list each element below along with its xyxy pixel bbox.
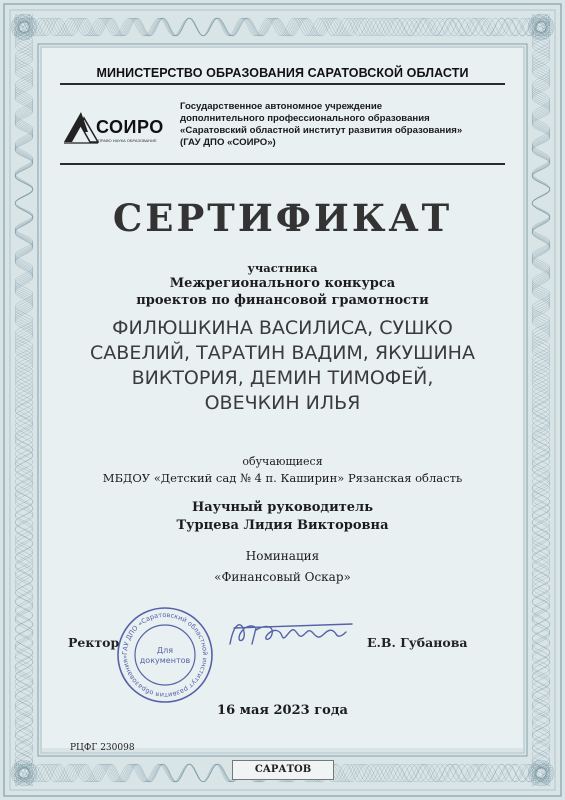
header-rule [60, 83, 505, 85]
guilloche-line [15, 14, 33, 786]
guilloche-line [14, 18, 550, 36]
city-label: САРАТОВ [232, 760, 334, 780]
stamp-ring-text: ГАУ ДПО «Саратовский областной институт развития образования» [120, 610, 210, 700]
students-label: обучающиеся [242, 455, 323, 468]
names-line: САВЕЛИЙ, ТАРАТИН ВАДИМ, ЯКУШИНА [90, 342, 475, 364]
school-name: МБДОУ «Детский сад № 4 п. Каширин» Рязанская область [102, 471, 463, 485]
org-line: «Саратовский областной институт развития образования» [180, 125, 463, 136]
guilloche-line [14, 18, 550, 36]
official-stamp [115, 605, 215, 705]
certificate-title: СЕРТИФИКАТ [112, 196, 453, 240]
rector-name: Е.В. Губанова [367, 635, 468, 650]
org-line: (ГАУ ДПО «СОИРО») [180, 137, 276, 148]
guilloche-line [532, 14, 550, 786]
ministry-header: МИНИСТЕРСТВО ОБРАЗОВАНИЯ САРАТОВСКОЙ ОБЛАСТИ [96, 66, 469, 80]
nomination-label: Номинация [245, 549, 320, 563]
guilloche-line [14, 18, 550, 36]
names-line: ФИЛЮШКИНА ВАСИЛИСА, СУШКО [112, 317, 453, 339]
rector-signature [222, 614, 362, 654]
soiro-logo-icon [62, 110, 100, 146]
recipient-role: участника [247, 261, 318, 275]
org-line: дополнительного профессионального образования [180, 113, 430, 124]
nomination-value: «Финансовый Оскар» [214, 570, 351, 584]
soiro-logo-text: СОИРО [96, 117, 164, 137]
guilloche-line [14, 18, 550, 36]
supervisor-name: Турцева Лидия Викторовна [176, 518, 389, 533]
contest-line-1: Межрегионального конкурса [169, 276, 396, 291]
rector-label: Ректор [68, 635, 120, 650]
supervisor-label: Научный руководитель [191, 500, 374, 515]
names-line: ОВЕЧКИН ИЛЬЯ [204, 392, 361, 414]
organization-block [180, 101, 510, 149]
certificate-code: РЦФГ 230098 [70, 743, 135, 753]
stamp-center-line-1: Для [156, 646, 174, 655]
stamp-center-line-2: документов [139, 656, 191, 665]
org-line: Государственное автономное учреждение [180, 101, 383, 112]
participant-names [60, 316, 505, 416]
soiro-logo-subtext: ПРАВО НАУКА ОБРАЗОВАНИЕ [98, 138, 157, 143]
org-rule [60, 163, 505, 165]
guilloche-line [14, 18, 550, 36]
issue-date: 16 мая 2023 года [217, 703, 348, 718]
names-line: ВИКТОРИЯ, ДЕМИН ТИМОФЕЙ, [131, 367, 434, 389]
contest-line-2: проектов по финансовой грамотности [136, 293, 429, 308]
guilloche-line [14, 18, 550, 36]
svg-text:ГАУ ДПО «Саратовский областной [121, 611, 209, 699]
